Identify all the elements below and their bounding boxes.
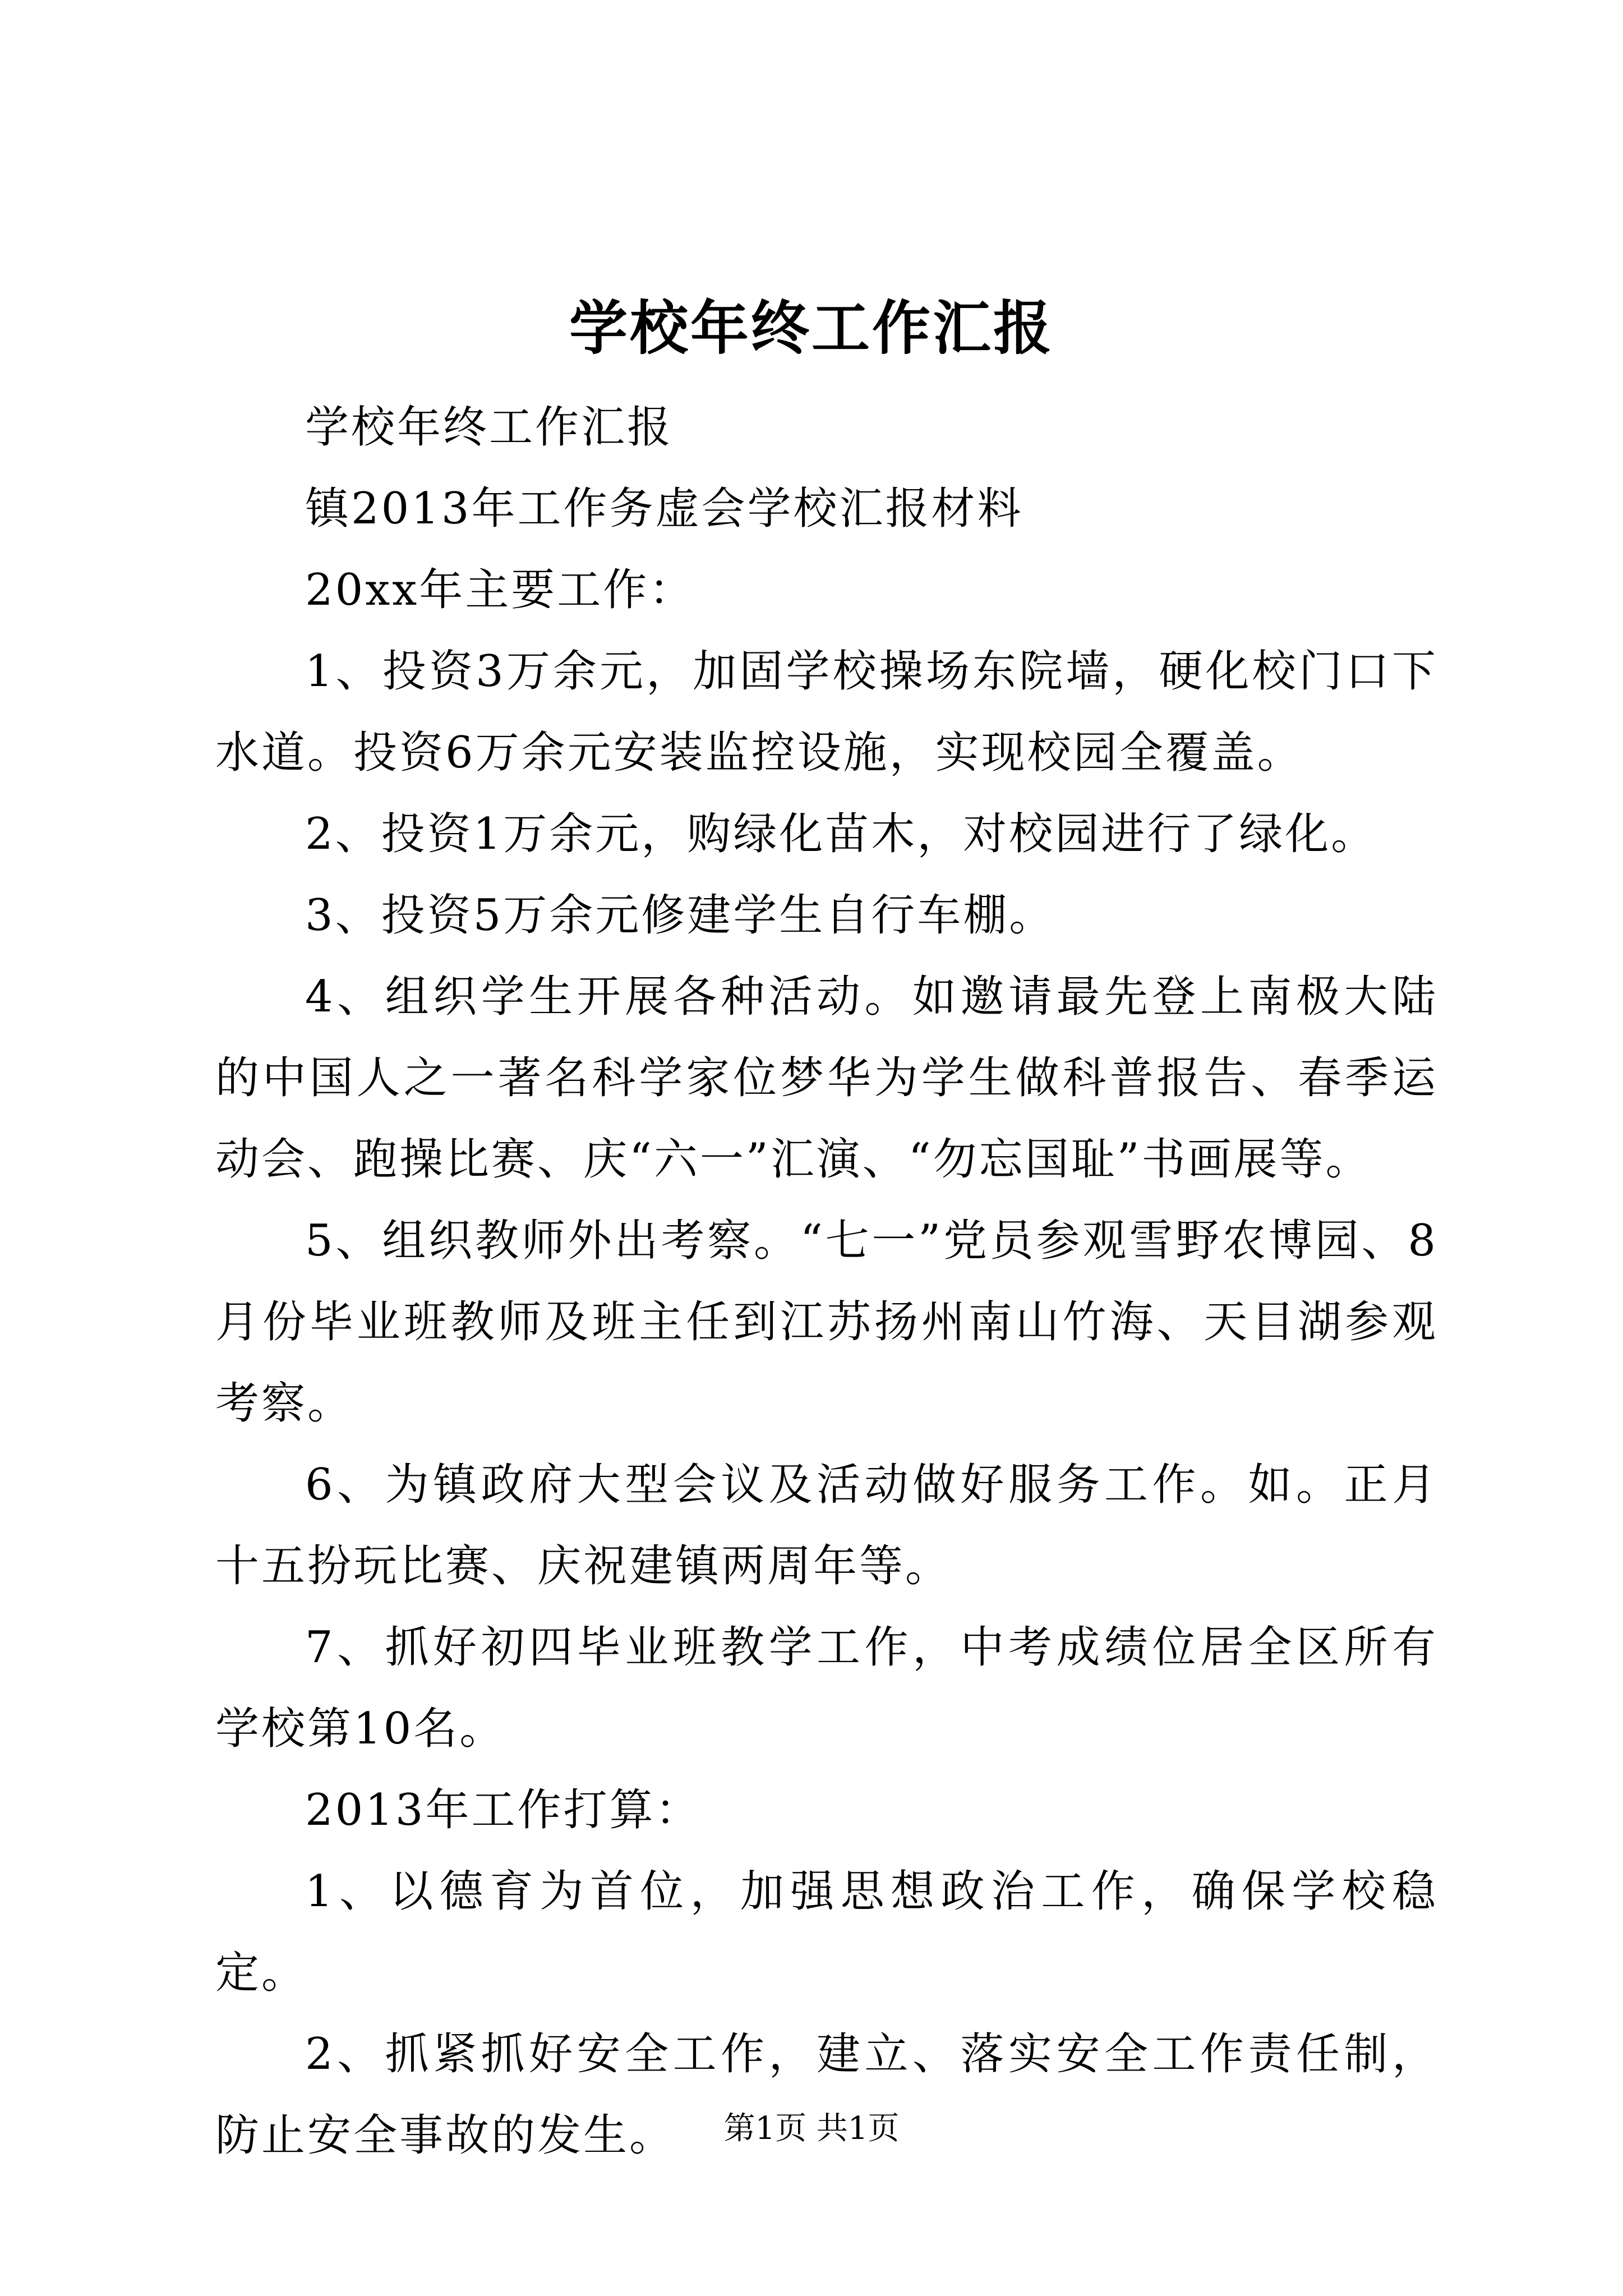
paragraph: 20xx年主要工作： (305, 565, 695, 615)
document-body (215, 387, 1438, 2177)
paragraph: 4、组织学生开展各种活动。如邀请最先登上南极大陆的中国人之一著名科学家位梦华为学生做科普报告、春季运动会、跑操比赛、庆“六一”汇演、“勿忘国耻”书画展等。 (215, 972, 1438, 1185)
paragraph: 7、抓好初四毕业班教学工作，中考成绩位居全区所有学校第10名。 (215, 1622, 1438, 1754)
paragraph: 1、以德育为首位，加强思想政治工作，确保学校稳定。 (215, 1866, 1438, 1998)
paragraph: 2013年工作打算： (305, 1785, 702, 1835)
paragraph: 2、抓紧抓好安全工作，建立、落实安全工作责任制，防止安全事故的发生。 (215, 2029, 1438, 2161)
paragraph: 学校年终工作汇报 (305, 402, 674, 453)
page-footer: 第1页 共1页 (723, 2110, 900, 2147)
paragraph: 镇2013年工作务虚会学校汇报材料 (305, 484, 1023, 534)
paragraph: 5、组织教师外出考察。“七一”党员参观雪野农博园、8月份毕业班教师及班主任到江苏扬州南山竹海、天目湖参观考察。 (215, 1216, 1438, 1429)
paragraph: 3、投资5万余元修建学生自行车棚。 (305, 890, 1055, 941)
paragraph: 6、为镇政府大型会议及活动做好服务工作。如。正月十五扮玩比赛、庆祝建镇两周年等。 (215, 1460, 1438, 1591)
paragraph: 2、投资1万余元，购绿化苗木，对校园进行了绿化。 (305, 809, 1377, 859)
paragraph: 1、投资3万余元，加固学校操场东院墙，硬化校门口下水道。投资6万余元安装监控设施，实现校园全覆盖。 (215, 646, 1438, 778)
document-title: 学校年终工作汇报 (569, 293, 1054, 362)
